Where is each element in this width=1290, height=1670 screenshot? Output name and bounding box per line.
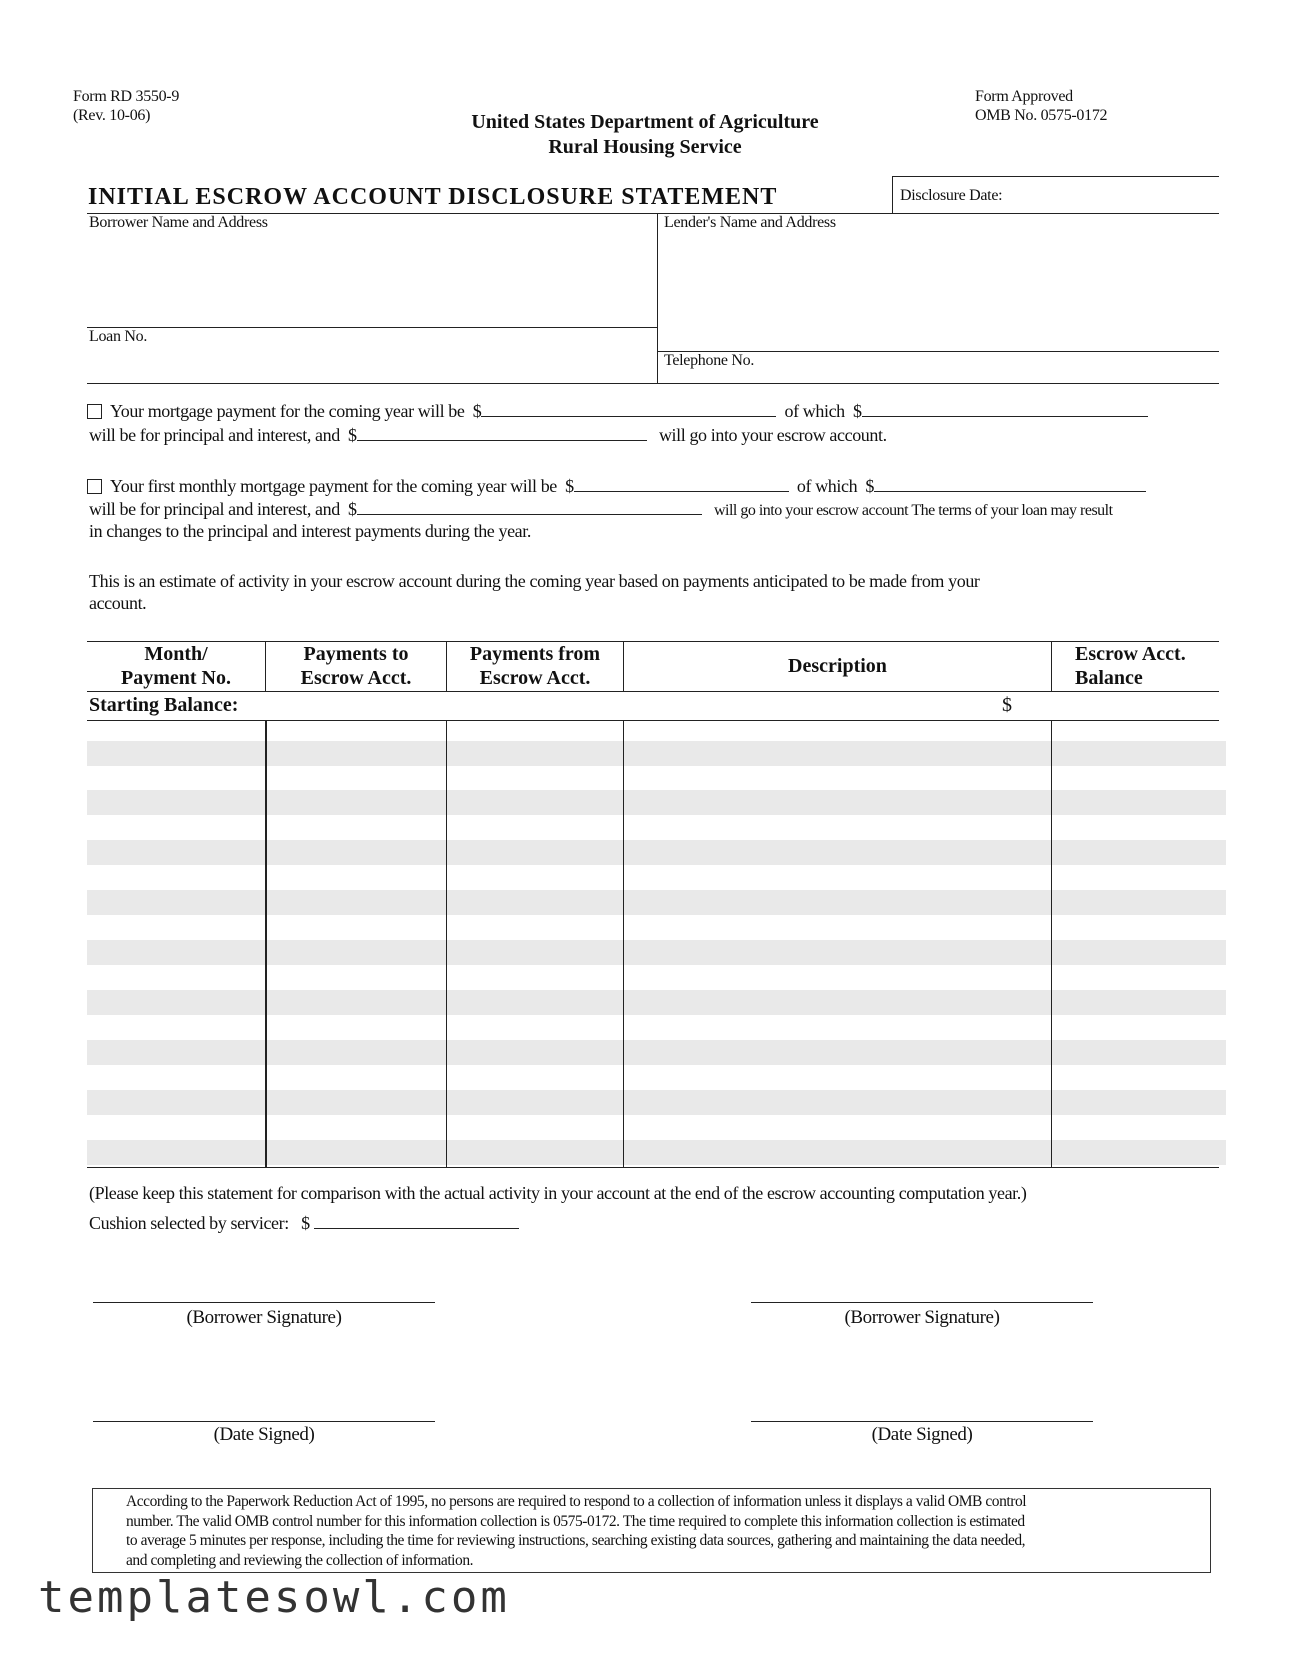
starting-balance-dollar: $ bbox=[1002, 694, 1012, 716]
date-signed-label-1: (Date Signed) bbox=[213, 1424, 315, 1445]
col-header-balance: Escrow Acct. Balance bbox=[1075, 643, 1186, 689]
borrower-signature-label-2: (Borrower Signature) bbox=[844, 1307, 1000, 1328]
option1-total-payment-field[interactable] bbox=[481, 402, 776, 417]
option2-total-payment-field[interactable] bbox=[574, 477, 789, 492]
col-header-payments-from: Payments from Escrow Acct. bbox=[469, 643, 601, 689]
form-approved: Form Approved bbox=[975, 88, 1073, 105]
date-signed-line-1[interactable] bbox=[93, 1421, 435, 1422]
option2-of-which-field[interactable] bbox=[874, 477, 1146, 492]
option1-of-which-field[interactable] bbox=[862, 402, 1148, 417]
option2-line2: will be for principal and interest, and $ will go into your escrow account The terms of your loan may result bbox=[89, 499, 1113, 519]
borrower-signature-line-1[interactable] bbox=[93, 1302, 435, 1303]
service-name: Rural Housing Service bbox=[548, 136, 742, 158]
borrower-signature-line-2[interactable] bbox=[751, 1302, 1093, 1303]
lender-label: Lender's Name and Address bbox=[664, 214, 836, 231]
cushion-field[interactable] bbox=[314, 1214, 519, 1229]
date-signed-line-2[interactable] bbox=[751, 1421, 1093, 1422]
date-signed-label-2: (Date Signed) bbox=[871, 1424, 973, 1445]
borrower-label: Borrower Name and Address bbox=[89, 214, 268, 231]
option1-checkbox[interactable] bbox=[87, 404, 102, 419]
table-body[interactable] bbox=[87, 721, 1219, 1167]
department-name: United States Department of Agriculture bbox=[471, 111, 819, 133]
borrower-field[interactable] bbox=[87, 234, 657, 326]
form-title: INITIAL ESCROW ACCOUNT DISCLOSURE STATEMENT bbox=[88, 184, 778, 210]
paperwork-notice: According to the Paperwork Reduction Act of 1995, no persons are required to respond to a collection of information unless it displays a valid OMB control number. The valid OMB control number for this information collection is 0575-0172. The time required to complete this information collection is estimated to average 5 minutes per response, including the time for reviewing instructions, searching existing data sources, gathering and maintaining the data needed, and completing and reviewing the collection of information. bbox=[92, 1488, 1211, 1573]
loan-number-label: Loan No. bbox=[89, 328, 148, 345]
telephone-label: Telephone No. bbox=[664, 352, 755, 369]
col-header-month: Month/ Payment No. bbox=[121, 643, 231, 689]
lender-field[interactable] bbox=[660, 234, 1219, 350]
cushion-line: Cushion selected by servicer: $ bbox=[89, 1213, 519, 1234]
starting-balance-field[interactable] bbox=[1052, 692, 1219, 719]
estimate-line2: account. bbox=[89, 593, 147, 613]
disclosure-date-label: Disclosure Date: bbox=[900, 187, 1003, 204]
option1-line1: Your mortgage payment for the coming year will be $ of which $ bbox=[87, 401, 1148, 422]
option2-line1: Your first monthly mortgage payment for the coming year will be $ of which $ bbox=[87, 476, 1146, 497]
omb-number: OMB No. 0575-0172 bbox=[975, 107, 1108, 124]
option1-principal-field[interactable] bbox=[357, 426, 647, 441]
option2-line3: in changes to the principal and interest payments during the year. bbox=[89, 521, 531, 541]
col-header-payments-to: Payments to Escrow Acct. bbox=[300, 643, 412, 689]
keep-statement-note: (Please keep this statement for comparison with the actual activity in your account at the end of the escrow accounting computation year.) bbox=[89, 1183, 1027, 1203]
form-number: Form RD 3550-9 bbox=[73, 88, 180, 105]
col-header-description: Description bbox=[788, 655, 887, 677]
borrower-signature-label-1: (Borrower Signature) bbox=[186, 1307, 342, 1328]
starting-balance-label: Starting Balance: bbox=[89, 694, 239, 716]
option1-line2: will be for principal and interest, and $ will go into your escrow account. bbox=[89, 425, 887, 445]
telephone-field[interactable] bbox=[660, 372, 1219, 382]
option2-checkbox[interactable] bbox=[87, 479, 102, 494]
option2-principal-field[interactable] bbox=[357, 500, 702, 515]
watermark: templatesowl.com bbox=[38, 1572, 510, 1623]
estimate-line1: This is an estimate of activity in your escrow account during the coming year based on payments anticipated to be made from your bbox=[89, 571, 980, 591]
loan-number-field[interactable] bbox=[87, 348, 657, 382]
form-revision: (Rev. 10-06) bbox=[73, 107, 151, 124]
